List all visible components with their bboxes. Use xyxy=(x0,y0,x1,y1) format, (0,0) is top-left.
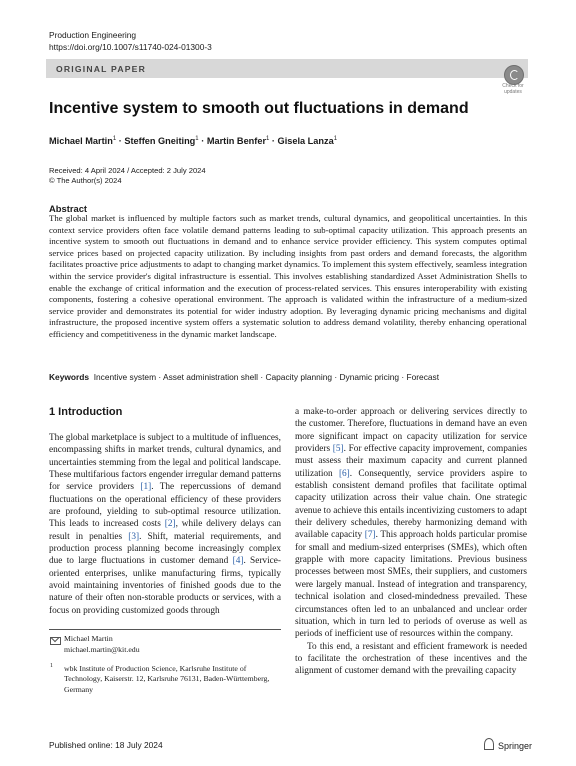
paragraph: a make-to-order approach or delivering services directly to the customer. Therefore, fluctuations in demand have an even more significant impact on capacity utilization for service providers [5]. For effective capacity improvement, companies must assess their maximum capacity and current planned utilization [6]. Consequently, service providers aspire to establish consistent demand profiles that facilitate optimal capacity utilization across their value chain. One strategic avenue to achieve this entails incentivizing customers to adapt their delivery schedules, thereby harmonizing demand with available capacity [7]. This approach holds particular promise for small and medium-sized enterprises (SMEs), which often grapple with more capacity limitations. Previous business processes between most SMEs, their suppliers, and customers were largely manual. Instead of integration and transparency, technical isolation and closed-mindedness prevailed. These circumstances often led to an unbalanced and unclear order situation, which in turn led to periods of overuse as well as periods of inefficient use of resources within the company. xyxy=(295,407,528,640)
corresponding-author-name: Michael Martin xyxy=(64,634,113,643)
check-for-updates-badge[interactable] xyxy=(498,65,528,95)
author-list: Michael Martin$^1$ · Steffen Gneiting$^1$ · Martin Benfer$^1$ · Gisela Lanza$^1$ xyxy=(49,136,338,147)
citation-link[interactable]: [7] xyxy=(364,530,376,541)
affiliation-number: 1 xyxy=(50,663,53,669)
check-updates-label: Check for updates xyxy=(502,83,524,95)
published-online-date: Published online: 18 July 2024 xyxy=(49,740,163,750)
citation-link[interactable]: [1] xyxy=(140,482,152,493)
footnote-divider xyxy=(49,629,281,630)
copyright-notice: © The Author(s) 2024 xyxy=(49,176,122,185)
affiliation-text: wbk Institute of Production Science, Karlsruhe Institute of Technology, Kaiserstr. 12, Karlsruhe 76131, Baden-Württemberg, Germany xyxy=(64,664,270,694)
author-name[interactable]: Steffen Gneiting xyxy=(124,136,196,147)
citation-link[interactable]: [4] xyxy=(232,556,244,567)
paper-title: Incentive system to smooth out fluctuations in demand xyxy=(49,100,469,117)
citation-link[interactable]: [6] xyxy=(338,468,350,479)
author-name[interactable]: Martin Benfer xyxy=(206,136,267,147)
author-name[interactable]: Michael Martin xyxy=(49,136,113,147)
paragraph: To this end, a resistant and efficient framework is needed to facilitate the orchestration of these incentives and the alignment of customer demand with the prevailing capacity xyxy=(295,641,527,677)
doi-link[interactable]: https://doi.org/10.1007/s11740-024-01300-3 xyxy=(49,42,212,52)
journal-name: Production Engineering xyxy=(49,30,137,40)
springer-horse-icon xyxy=(484,738,494,750)
body-column-right xyxy=(295,406,527,678)
citation-link[interactable]: [3] xyxy=(128,531,140,542)
author-affiliation-mark: 1 xyxy=(333,136,338,142)
author-affiliation-mark: 1 xyxy=(112,136,117,142)
paragraph: The global marketplace is subject to a multitude of influences, encompassing shifts in market trends, cultural dynamics, and uncertainties stemming from the legal and political landscape. These multifarious factors engender irregular demand patterns for service providers [1]. The repercussions of demand fluctuations on the operational efficiency of these providers are profound, yielding to sub-optimal resource utilization. This leads to increased costs [2], while delivery delays can result in penalties [3]. Shift, material requirements, and production process planning become increasingly complex due to large fluctuations in customer demand [4]. Service-oriented enterprises, unlike manufacturing firms, typically avoid maintaining inventories of finished goods due to the nature of their often non-storable products or services, with a focus on providing customized goods through xyxy=(49,433,282,616)
received-accepted-dates: Received: 4 April 2024 / Accepted: 2 July 2024 xyxy=(49,166,206,175)
refresh-icon xyxy=(504,65,524,85)
corresponding-author-email[interactable]: michael.martin@kit.edu xyxy=(64,645,140,654)
section-heading-introduction: 1 Introduction xyxy=(49,406,123,418)
keywords-list: Incentive system · Asset administration shell · Capacity planning · Dynamic pricing · Forecast xyxy=(93,372,440,382)
keywords-line xyxy=(49,372,527,382)
publisher-logo xyxy=(484,738,532,751)
citation-link[interactable]: [5] xyxy=(332,444,344,455)
author-affiliation-mark: 1 xyxy=(195,136,199,142)
publisher-name: Springer xyxy=(498,741,533,751)
body-column-left xyxy=(49,432,281,617)
paper-type-label: ORIGINAL PAPER xyxy=(56,64,147,74)
keywords-label: Keywords xyxy=(49,372,90,382)
author-affiliation-mark: 1 xyxy=(266,136,270,142)
abstract-text: The global market is influenced by multiple factors such as market trends, cultural dynamics, and geopolitical uncertainties. In this context service providers often face volatile demand patterns leading to sub-optimal capacity utilization. This approach presents an incentive system to smooth out fluctuations in demand and to enhance service provider efficiency. This system computes optimal service prices based on projected capacity utilization. By including insights from past orders and demand forecasts, the algorithm facilitates proactive price adjustments to adapt to changing market dynamics. To implement this system effectively, seamless integration within the service provider's digital infrastructure is essential. This involves establishing standardized Asset Administration Shells to enable the exchange of critical information and the execution of process-related services. This ensures interoperability with existing components, fostering a cohesive operational environment. The approach is validated within the infrastructure of a medium-sized service provider and demonstrates its potential for wider industry adoption. By leveraging dynamic pricing mechanisms and digital infrastructure, the proposed incentive system offers a systematic solution to address demand volatility, thereby enhancing operational efficiency and competitiveness in the dynamic market landscape. xyxy=(49,213,527,339)
citation-link[interactable]: [2] xyxy=(164,519,176,530)
author-name[interactable]: Gisela Lanza xyxy=(277,136,334,147)
abstract-heading: Abstract xyxy=(49,203,88,214)
envelope-icon xyxy=(50,637,61,645)
